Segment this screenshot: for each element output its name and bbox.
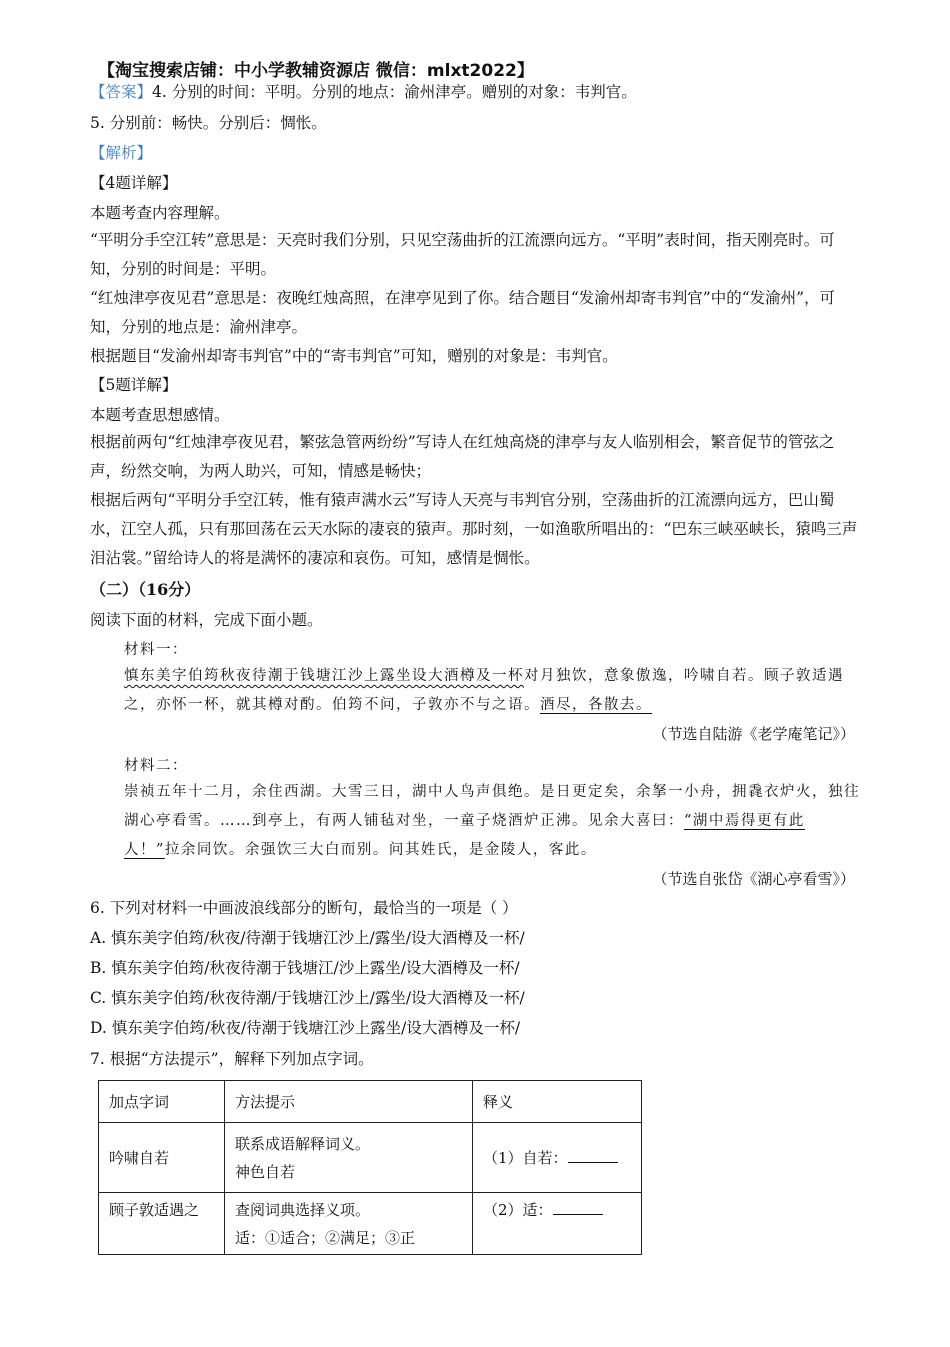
material-2-label: 材料二： bbox=[124, 758, 188, 774]
q4-paragraph-1: “平明分手空江转”意思是：天亮时我们分别，只见空荡曲折的江流漂向远方。“平明”表时间，指天刚亮时。可知，分别的时间是：平明。 bbox=[90, 231, 835, 278]
row2-hint bbox=[225, 1193, 473, 1255]
q4-detail-heading: 【4题详解】 bbox=[90, 174, 178, 192]
question-7-stem: 7. 根据“方法提示”，解释下列加点字词。 bbox=[90, 1050, 374, 1068]
material-1-source: （节选自陆游《老学庵笔记》） bbox=[652, 725, 855, 743]
q4-paragraph-2: “红烛津亭夜见君”意思是：夜晚红烛高照，在津亭见到了你。结合题目“发渝州却寄韦判官”中的“发渝州”，可知，分别的地点是：渝州津亭。 bbox=[90, 289, 836, 336]
material-2-text bbox=[124, 778, 860, 865]
row2-meaning bbox=[473, 1193, 642, 1255]
row1-hint-line-2: 神色自若 bbox=[235, 1162, 296, 1181]
row2-answer-blank[interactable] bbox=[553, 1200, 603, 1215]
row1-hint-line-1: 联系成语解释词义。 bbox=[235, 1134, 371, 1153]
material-1-label: 材料一： bbox=[124, 642, 188, 658]
material-2-body: 崇祯五年十二月，余住西湖。大雪三日，湖中人鸟声俱绝。是日更定矣，余拏一小舟，拥毳衣炉火，独往湖心亭看雪。……到亭上，有两人铺毡对坐，一童子烧酒炉正沸。见余大喜曰： bbox=[124, 784, 860, 829]
table-header-meaning: 释义 bbox=[473, 1081, 642, 1123]
row1-meaning bbox=[473, 1123, 642, 1193]
row2-meaning-label: （2）适： bbox=[483, 1201, 553, 1219]
row2-word: 顾子敦适遇之 bbox=[99, 1193, 225, 1255]
q4-intro: 本题考查内容理解。 bbox=[90, 204, 230, 222]
q5-paragraph-2: 根据后两句“平明分手空江转，惟有猿声满水云”写诗人天亮与韦判官分别，空荡曲折的江流漂向远方，巴山蜀水，江空人孤，只有那回荡在云天水际的凄哀的猿声。那时刻，一如渔歌所唱出的：“巴东三峡巫峡长，猿鸣三声泪沾裳。”留给诗人的将是满怀的凄凉和哀伤。可知，感情是惆怅。 bbox=[90, 491, 858, 567]
material-1-underlined: 酒尽，各散去。 bbox=[540, 697, 652, 713]
table-header-row bbox=[99, 1081, 642, 1123]
question-7-table bbox=[98, 1080, 642, 1255]
table-header-hint: 方法提示 bbox=[225, 1081, 473, 1123]
material-2-rest: 拉余同饮。余强饮三大白而别。问其姓氏，是金陵人，客此。 bbox=[164, 842, 597, 858]
material-1-wavy-segment: 慎东美字伯筠秋夜待潮于钱塘江沙上露坐设大酒樽及一杯 bbox=[124, 668, 524, 684]
answer-q4-line bbox=[90, 82, 637, 102]
question-6-option-d[interactable]: D. 慎东美字伯筠/秋夜/待潮于钱塘江沙上露坐/设大酒樽及一杯/ bbox=[90, 1019, 521, 1037]
row2-hint-line-1: 查阅词典选择义项。 bbox=[235, 1201, 371, 1219]
table-row bbox=[99, 1123, 642, 1193]
section-2-title: （二）（16分） bbox=[90, 580, 201, 599]
table-header-word: 加点字词 bbox=[99, 1081, 225, 1123]
row1-answer-blank[interactable] bbox=[568, 1148, 618, 1163]
row1-word: 吟啸自若 bbox=[99, 1123, 225, 1193]
q4-paragraph-3: 根据题目“发渝州却寄韦判官”中的“寄韦判官”可知，赠别的对象是：韦判官。 bbox=[90, 347, 618, 365]
answer-tag: 【答案】 bbox=[90, 83, 153, 101]
material-2-underlined: “湖中焉得更有此人！” bbox=[124, 813, 805, 858]
question-6-option-a[interactable]: A. 慎东美字伯筠/秋夜/待潮于钱塘江沙上/露坐/设大酒樽及一杯/ bbox=[90, 929, 525, 947]
material-2-source: （节选自张岱《湖心亭看雪》） bbox=[652, 870, 855, 888]
material-1-text bbox=[124, 662, 860, 720]
answer-q5: 5. 分别前：畅快。分别后：惆怅。 bbox=[90, 114, 327, 132]
row1-hint bbox=[225, 1123, 473, 1193]
q5-paragraph-1: 根据前两句“红烛津亭夜见君，繁弦急管两纷纷”写诗人在红烛高烧的津亭与友人临别相会，繁音促节的管弦之声，纷然交响，为两人助兴，可知，情感是畅快； bbox=[90, 433, 835, 480]
page-header: 【淘宝搜索店铺：中小学教辅资源店 微信：mlxt2022】 bbox=[98, 61, 534, 81]
row2-hint-line-2: 适：①适合；②满足；③正 bbox=[235, 1229, 416, 1247]
q5-intro: 本题考查思想感情。 bbox=[90, 406, 230, 424]
question-6-option-c[interactable]: C. 慎东美字伯筠/秋夜待潮/于钱塘江沙上/露坐/设大酒樽及一杯/ bbox=[90, 989, 525, 1007]
analysis-tag: 【解析】 bbox=[90, 144, 153, 162]
q5-detail-heading: 【5题详解】 bbox=[90, 376, 178, 394]
row1-meaning-label: （1）自若： bbox=[483, 1148, 568, 1167]
table-row bbox=[99, 1193, 642, 1255]
section-2-instruction: 阅读下面的材料，完成下面小题。 bbox=[90, 611, 323, 629]
answer-q4: 4. 分别的时间：平明。分别的地点：渝州津亭。赠别的对象：韦判官。 bbox=[152, 83, 637, 101]
question-6-stem: 6. 下列对材料一中画波浪线部分的断句，最恰当的一项是（ ） bbox=[90, 899, 518, 917]
question-6-option-b[interactable]: B. 慎东美字伯筠/秋夜待潮于钱塘江/沙上露坐/设大酒樽及一杯/ bbox=[90, 959, 520, 977]
material-1-body: 对月独饮，意象傲逸，吟啸自若。顾子敦适遇之，亦怀一杯，就其樽对酌。伯筠不问，子敦亦不与之语。 bbox=[124, 668, 844, 713]
